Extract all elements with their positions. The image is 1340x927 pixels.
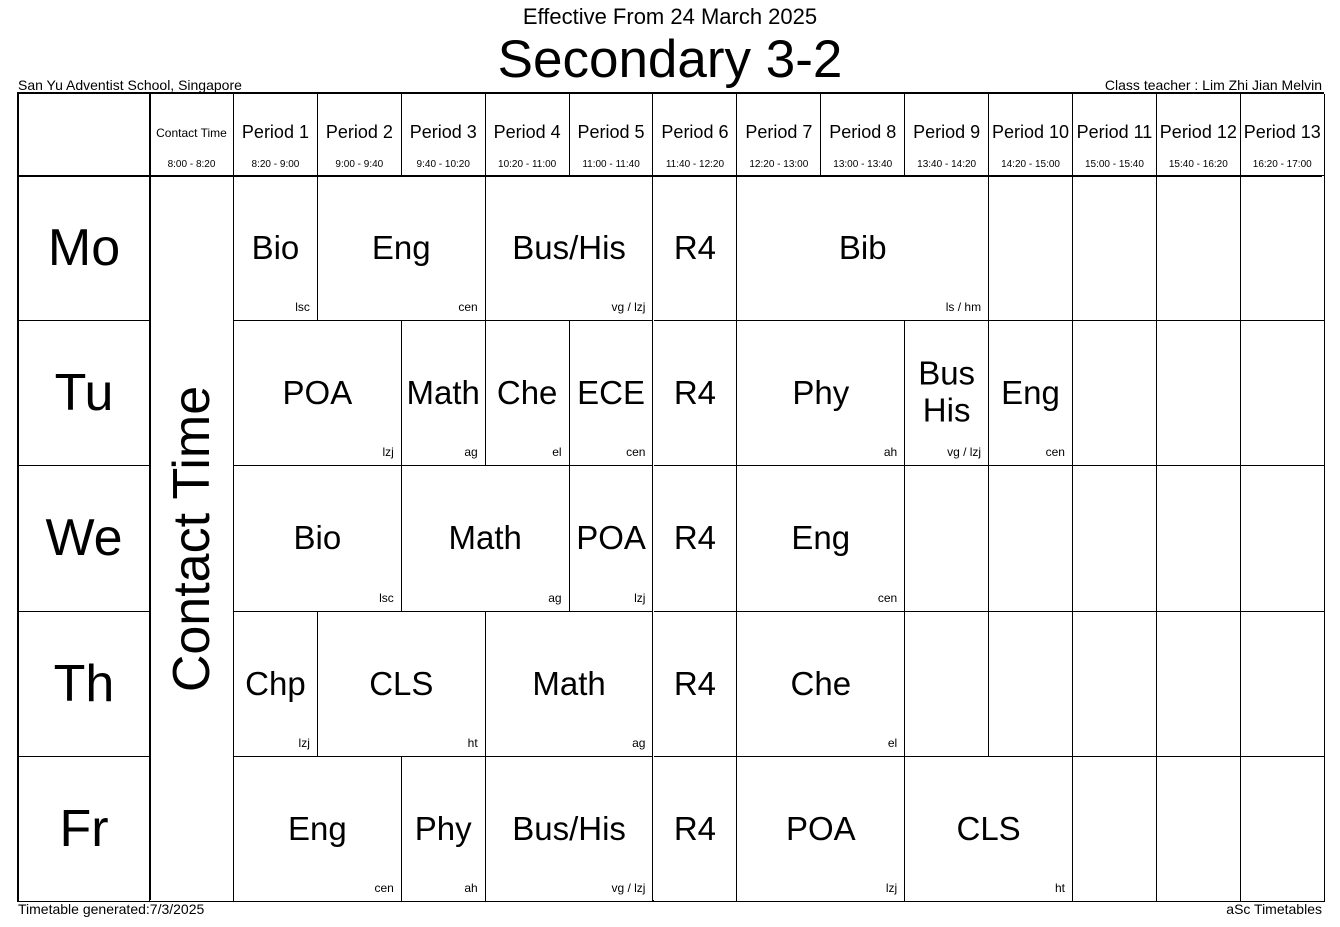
lesson-card bbox=[234, 757, 402, 902]
lesson-teacher: lsc bbox=[295, 300, 310, 315]
empty-slot bbox=[1241, 321, 1325, 466]
column-header bbox=[1157, 94, 1241, 176]
empty-slot bbox=[1073, 757, 1157, 902]
lesson-teacher: lzj bbox=[298, 735, 310, 750]
empty-slot bbox=[1241, 757, 1325, 902]
column-header-time: 10:20 - 11:00 bbox=[498, 159, 557, 170]
lesson-card bbox=[486, 176, 654, 321]
lesson-card bbox=[234, 612, 318, 757]
lesson-teacher: cen bbox=[374, 880, 394, 895]
column-header bbox=[402, 94, 486, 176]
lesson-card bbox=[654, 321, 738, 466]
lesson-card bbox=[654, 466, 738, 611]
lesson-subject: ECE bbox=[577, 374, 645, 412]
empty-slot bbox=[1157, 176, 1241, 321]
lesson-subject: Bib bbox=[838, 228, 887, 266]
lesson-subject: POA bbox=[282, 374, 353, 412]
lesson-subject: POA bbox=[785, 809, 856, 847]
empty-slot bbox=[1157, 466, 1241, 611]
lesson-subject: Math bbox=[532, 664, 606, 702]
lesson-subject: Phy bbox=[792, 374, 850, 412]
generated-date: Timetable generated:7/3/2025 bbox=[18, 901, 205, 917]
empty-slot bbox=[1157, 321, 1241, 466]
lesson-subject: R4 bbox=[673, 519, 717, 557]
empty-slot bbox=[989, 612, 1073, 757]
lesson-teacher: ht bbox=[467, 735, 478, 750]
lesson-teacher: lzj bbox=[885, 880, 898, 895]
column-header-name: Period 4 bbox=[493, 122, 561, 142]
empty-slot bbox=[1073, 466, 1157, 611]
lesson-card bbox=[234, 466, 402, 611]
contact-time-label: Contact Time bbox=[162, 385, 221, 692]
lesson-teacher: vg / lzj bbox=[611, 300, 646, 315]
empty-slot bbox=[1241, 466, 1325, 611]
lesson-card bbox=[654, 612, 738, 757]
empty-slot bbox=[1241, 612, 1325, 757]
lesson-subject: R4 bbox=[673, 809, 717, 847]
column-header-name: Contact Time bbox=[156, 126, 227, 140]
lesson-subject: R4 bbox=[673, 374, 717, 412]
lesson-teacher: vg / lzj bbox=[611, 880, 646, 895]
lesson-card bbox=[905, 757, 1073, 902]
empty-slot bbox=[1157, 757, 1241, 902]
lesson-teacher: ht bbox=[1054, 880, 1065, 895]
column-header bbox=[821, 94, 905, 176]
lesson-teacher: cen bbox=[458, 300, 478, 315]
column-header-name: Period 7 bbox=[745, 122, 813, 142]
lesson-subject: Bio bbox=[251, 228, 300, 266]
lesson-teacher: vg / lzj bbox=[947, 445, 982, 460]
column-header-time: 11:00 - 11:40 bbox=[582, 159, 640, 170]
lesson-card bbox=[654, 176, 738, 321]
column-header-time: 13:00 - 13:40 bbox=[833, 159, 893, 170]
lesson-teacher: ag bbox=[632, 735, 646, 750]
lesson-card bbox=[570, 466, 654, 611]
lesson-teacher: lzj bbox=[634, 590, 646, 605]
lesson-card bbox=[905, 321, 989, 466]
lesson-teacher: cen bbox=[877, 590, 898, 605]
lesson-card bbox=[570, 321, 654, 466]
class-teacher: Class teacher : Lim Zhi Jian Melvin bbox=[1104, 77, 1322, 93]
lesson-subject: Chp bbox=[245, 664, 306, 702]
lesson-subject: Bus/His bbox=[512, 809, 626, 847]
column-header-time: 8:20 - 9:00 bbox=[251, 159, 300, 170]
empty-slot bbox=[905, 466, 989, 611]
empty-slot bbox=[1157, 612, 1241, 757]
column-header-name: Period 10 bbox=[992, 122, 1070, 142]
column-header-name: Period 6 bbox=[661, 122, 729, 142]
lesson-subject: Bus/His bbox=[512, 228, 626, 266]
column-header-name: Period 9 bbox=[913, 122, 981, 142]
column-header-name: Period 8 bbox=[829, 122, 897, 142]
lesson-subject: Che bbox=[790, 664, 852, 702]
column-header-time: 14:20 - 15:00 bbox=[1001, 159, 1060, 170]
lesson-teacher: ag bbox=[548, 590, 562, 605]
lesson-card bbox=[402, 466, 570, 611]
lesson-card bbox=[737, 757, 905, 902]
corner-cell bbox=[19, 94, 150, 176]
column-header bbox=[1241, 94, 1325, 176]
day-label: We bbox=[19, 466, 150, 611]
lesson-card bbox=[486, 612, 654, 757]
lesson-teacher: lsc bbox=[379, 590, 394, 605]
lesson-subject: Bio bbox=[293, 519, 342, 557]
lesson-subject: Bus His bbox=[918, 354, 976, 429]
lesson-card bbox=[318, 612, 486, 757]
column-header-time: 12:20 - 13:00 bbox=[749, 159, 809, 170]
column-header bbox=[1073, 94, 1157, 176]
day-label: Mo bbox=[19, 176, 150, 321]
lesson-card bbox=[486, 321, 570, 466]
lesson-subject: Eng bbox=[288, 809, 347, 847]
lesson-teacher: el bbox=[887, 735, 898, 750]
column-header-name: Period 2 bbox=[325, 122, 393, 142]
school-name: San Yu Adventist School, Singapore bbox=[18, 77, 242, 93]
lesson-card bbox=[234, 321, 402, 466]
lesson-teacher: cen bbox=[1045, 445, 1065, 460]
lesson-card bbox=[654, 757, 738, 902]
day-label: Fr bbox=[19, 757, 150, 902]
contact-time-cell bbox=[150, 176, 234, 902]
day-label: Th bbox=[19, 612, 150, 757]
lesson-card bbox=[318, 176, 486, 321]
lesson-card bbox=[737, 466, 905, 611]
column-header-name: Period 11 bbox=[1076, 122, 1153, 142]
lesson-card bbox=[989, 321, 1073, 466]
lesson-card bbox=[737, 176, 989, 321]
lesson-teacher: ah bbox=[883, 445, 898, 460]
lesson-card bbox=[234, 176, 318, 321]
effective-date: Effective From 24 March 2025 bbox=[522, 4, 818, 29]
column-header bbox=[486, 94, 570, 176]
column-header-name: Period 12 bbox=[1159, 122, 1237, 142]
lesson-card bbox=[737, 321, 905, 466]
column-header-time: 8:00 - 8:20 bbox=[167, 159, 216, 170]
column-header bbox=[654, 94, 738, 176]
column-header-time: 16:20 - 17:00 bbox=[1252, 159, 1312, 170]
lesson-subject: R4 bbox=[673, 228, 717, 266]
lesson-teacher: ls / hm bbox=[945, 300, 982, 315]
column-header bbox=[989, 94, 1073, 176]
column-header-name: Period 1 bbox=[241, 122, 309, 142]
column-header bbox=[570, 94, 654, 176]
empty-slot bbox=[905, 612, 989, 757]
column-header-name: Period 5 bbox=[577, 122, 645, 142]
lesson-card bbox=[486, 757, 654, 902]
lesson-subject: Che bbox=[496, 374, 558, 412]
lesson-subject: Math bbox=[448, 519, 522, 557]
column-header bbox=[234, 94, 318, 176]
lesson-subject: Phy bbox=[414, 809, 472, 847]
empty-slot bbox=[1241, 176, 1325, 321]
lesson-teacher: ah bbox=[464, 880, 478, 895]
column-header bbox=[905, 94, 989, 176]
lesson-card bbox=[402, 321, 486, 466]
column-header-time: 15:00 - 15:40 bbox=[1084, 159, 1144, 170]
lesson-subject: Eng bbox=[1001, 374, 1060, 412]
column-header-time: 15:40 - 16:20 bbox=[1168, 159, 1228, 170]
column-header-time: 13:40 - 14:20 bbox=[917, 159, 977, 170]
lesson-subject: CLS bbox=[369, 664, 434, 702]
column-header-name: Period 13 bbox=[1243, 122, 1321, 142]
lesson-card bbox=[402, 757, 486, 902]
column-header-time: 9:40 - 10:20 bbox=[416, 159, 470, 170]
divider bbox=[19, 175, 1322, 177]
empty-slot bbox=[1073, 612, 1157, 757]
software-credit: aSc Timetables bbox=[1226, 901, 1322, 917]
lesson-subject: R4 bbox=[673, 664, 717, 702]
column-header bbox=[737, 94, 821, 176]
column-header bbox=[150, 94, 234, 176]
column-header bbox=[318, 94, 402, 176]
lesson-subject: Math bbox=[406, 374, 480, 412]
empty-slot bbox=[989, 176, 1073, 321]
column-header-name: Period 3 bbox=[409, 122, 477, 142]
lesson-teacher: ag bbox=[464, 445, 478, 460]
day-label: Tu bbox=[19, 321, 150, 466]
empty-slot bbox=[1073, 176, 1157, 321]
divider bbox=[149, 94, 151, 900]
lesson-subject: Eng bbox=[791, 519, 851, 557]
lesson-card bbox=[737, 612, 905, 757]
lesson-teacher: el bbox=[552, 445, 562, 460]
lesson-subject: CLS bbox=[956, 809, 1021, 847]
column-header-time: 11:40 - 12:20 bbox=[665, 159, 725, 170]
lesson-subject: POA bbox=[576, 519, 646, 557]
lesson-subject: Eng bbox=[371, 228, 431, 266]
empty-slot bbox=[1073, 321, 1157, 466]
empty-slot bbox=[989, 466, 1073, 611]
timetable-grid bbox=[17, 92, 1324, 902]
column-header-time: 9:00 - 9:40 bbox=[335, 159, 384, 170]
page-title: Secondary 3-2 bbox=[497, 30, 843, 89]
lesson-teacher: cen bbox=[626, 445, 646, 460]
lesson-teacher: lzj bbox=[382, 445, 394, 460]
